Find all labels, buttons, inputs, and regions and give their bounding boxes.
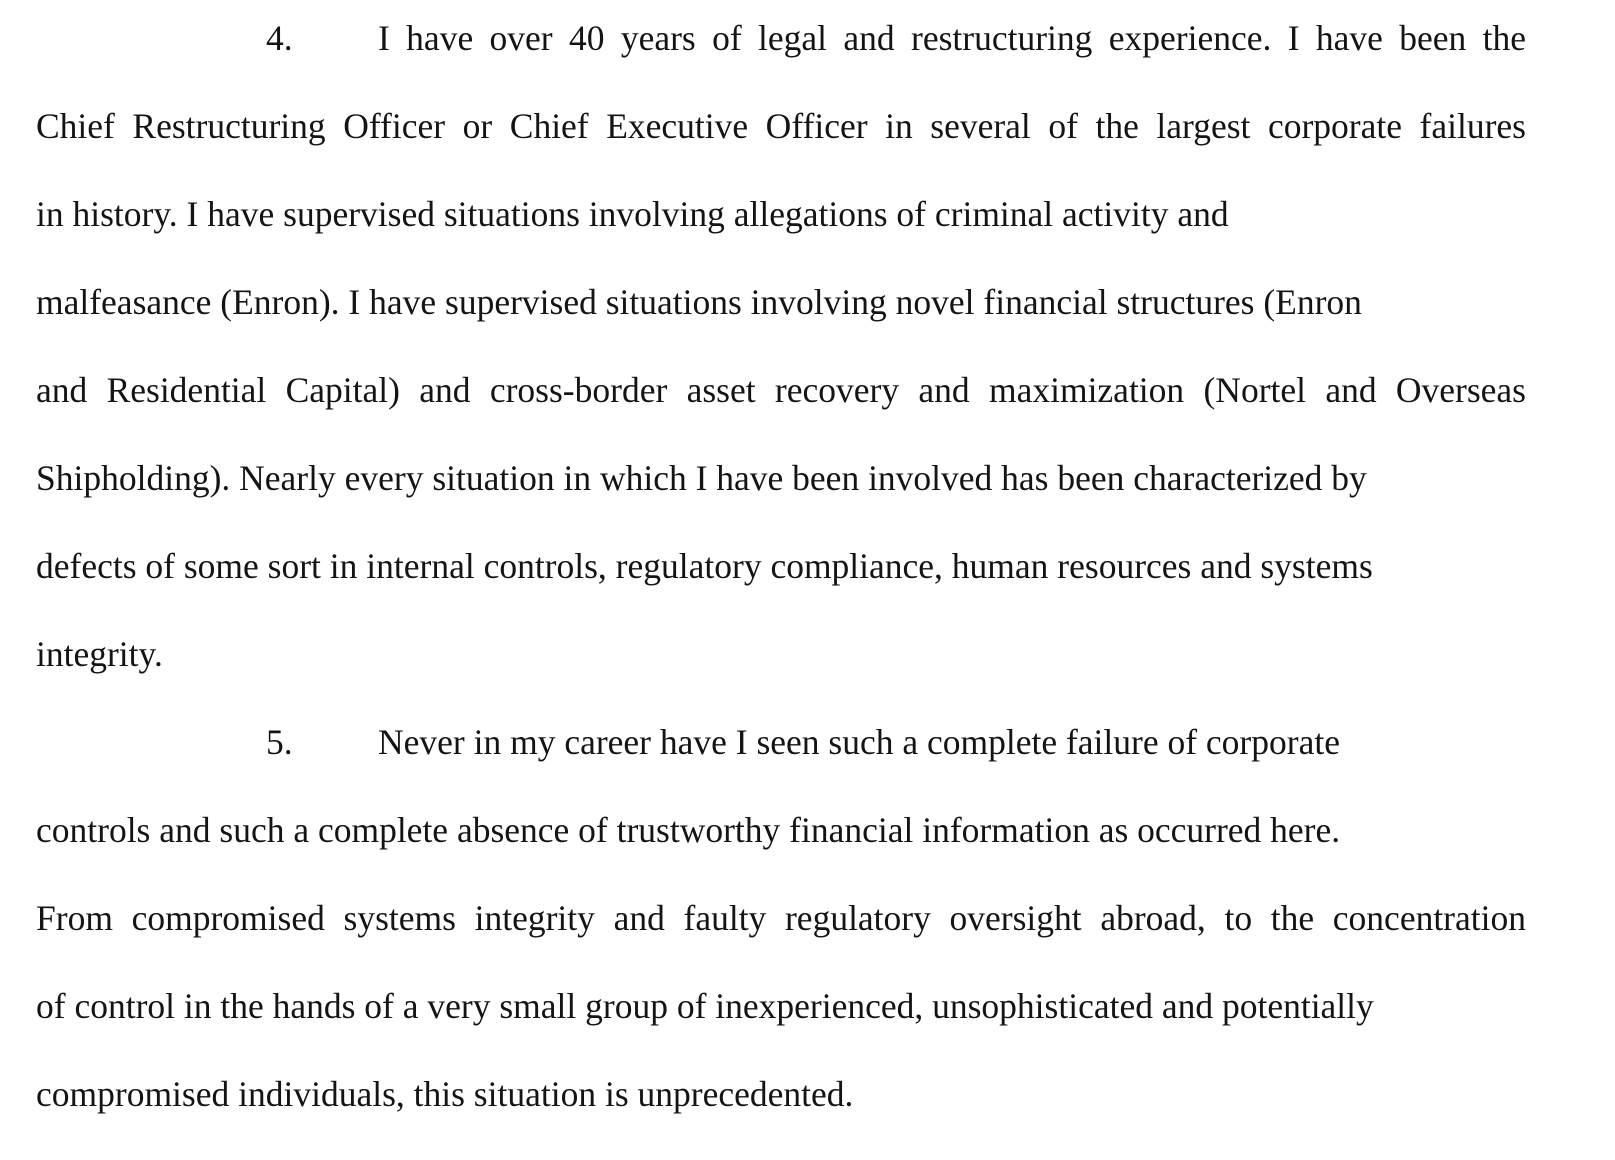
paragraph-4-line-5: and Residential Capital) and cross-border asset recovery and maximization (Nortel and Overseas bbox=[36, 370, 1526, 410]
paragraph-4-line-8: integrity. bbox=[36, 634, 163, 674]
paragraph-5-text: Never in my career have I seen such a complete failure of corporate bbox=[378, 722, 1340, 762]
paragraph-5-line-5: compromised individuals, this situation is unprecedented. bbox=[36, 1074, 854, 1114]
paragraph-5-line-4: of control in the hands of a very small group of inexperienced, unsophisticated and potentially bbox=[36, 986, 1374, 1026]
paragraph-4-number: 4. bbox=[266, 18, 293, 58]
paragraph-4-line-1 bbox=[266, 18, 1526, 58]
paragraph-4-line-7: defects of some sort in internal controls, regulatory compliance, human resources and systems bbox=[36, 546, 1373, 586]
paragraph-5-line-1 bbox=[266, 722, 1340, 762]
paragraph-5-line-3: From compromised systems integrity and faulty regulatory oversight abroad, to the concentration bbox=[36, 898, 1526, 938]
paragraph-4-line-6: Shipholding). Nearly every situation in which I have been involved has been characterized by bbox=[36, 458, 1367, 498]
paragraph-5-number: 5. bbox=[266, 722, 293, 762]
paragraph-4-line-4: malfeasance (Enron). I have supervised situations involving novel financial structures (Enron bbox=[36, 282, 1362, 322]
paragraph-5-line-2: controls and such a complete absence of trustworthy financial information as occurred here. bbox=[36, 810, 1341, 850]
paragraph-4-line-2: Chief Restructuring Officer or Chief Executive Officer in several of the largest corporate failures bbox=[36, 106, 1526, 146]
paragraph-4-line-3: in history. I have supervised situations involving allegations of criminal activity and bbox=[36, 194, 1229, 234]
paragraph-4-text: I have over 40 years of legal and restructuring experience. I have been the bbox=[378, 18, 1526, 58]
